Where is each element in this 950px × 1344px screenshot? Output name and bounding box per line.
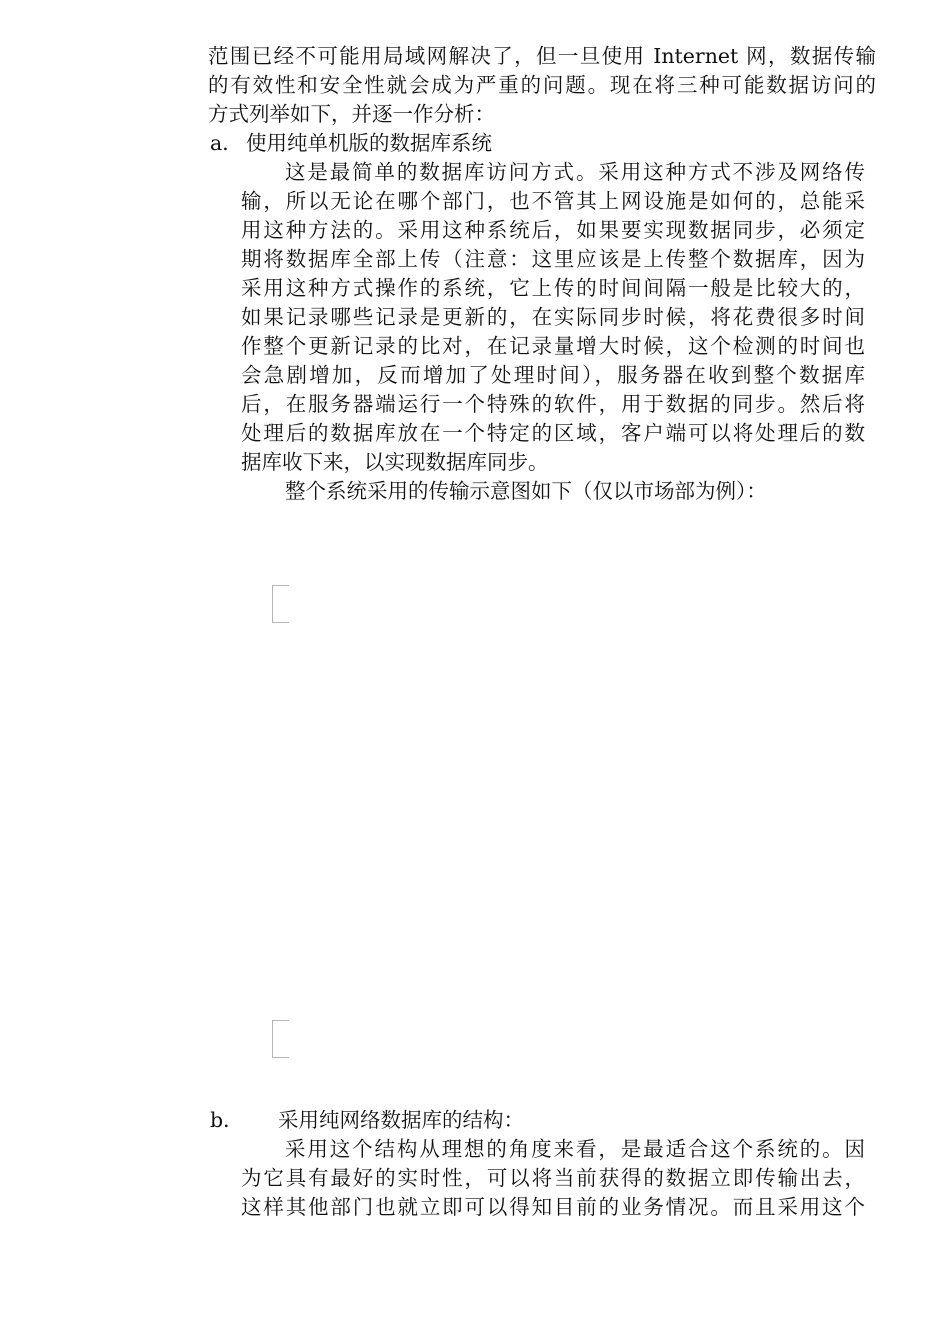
section-a-line-7: 作整个更新记录的比对，在记录量增大时候，这个检测的时间也 [241,334,865,358]
figure-caption [241,477,865,506]
section-b-title: 采用纯网络数据库的结构： [278,1108,524,1132]
section-a-paragraph [241,158,865,477]
section-b-paragraph [241,1135,865,1222]
section-a-title: 使用纯单机版的数据库系统 [246,131,492,155]
section-b-line-2: 为它具有最好的实时性，可以将当前获得的数据立即传输出去， [241,1166,865,1190]
section-a-line-5: 采用这种方式操作的系统，它上传的时间间隔一般是比较大的， [241,276,865,300]
section-b-line-3: 这样其他部门也就立即可以得知目前的业务情况。而且采用这个 [241,1195,865,1219]
intro-line-2: 的有效性和安全性就会成为严重的问题。现在将三种可能数据访问的 [208,73,876,97]
section-a-line-6: 如果记录哪些记录是更新的，在实际同步时候，将花费很多时间 [241,305,865,329]
section-a-line-2: 输，所以无论在哪个部门，也不管其上网设施是如何的，总能采 [241,189,865,213]
section-b-line-1: 采用这个结构从理想的角度来看，是最适合这个系统的。因 [285,1137,865,1161]
section-b-heading [210,1106,524,1135]
section-a-line-1: 这是最简单的数据库访问方式。采用这种方式不涉及网络传 [285,160,865,184]
section-a-line-3: 用这种方法的。采用这种系统后，如果要实现数据同步，必须定 [241,218,865,242]
figure-placeholder-top-bracket [272,585,289,623]
figure-caption-text: 整个系统采用的传输示意图如下（仅以市场部为例）： [285,479,767,503]
section-a-line-9: 后，在服务器端运行一个特殊的软件，用于数据的同步。然后将 [241,392,865,416]
section-a-heading [210,129,492,158]
section-a-line-8: 会急剧增加，反而增加了处理时间），服务器在收到整个数据库 [241,363,865,387]
intro-line-1: 范围已经不可能用局域网解决了，但一旦使用 Internet 网，数据传输 [208,44,876,68]
intro-paragraph [208,42,876,129]
section-a-line-4: 期将数据库全部上传（注意：这里应该是上传整个数据库，因为 [241,247,865,271]
intro-line-3: 方式列举如下，并逐一作分析： [208,102,495,126]
section-a-line-11: 据库收下来，以实现数据库同步。 [241,450,549,474]
section-a-line-10: 处理后的数据库放在一个特定的区域，客户端可以将处理后的数 [241,421,865,445]
section-a-marker: a． [210,131,243,155]
section-b-marker: b． [210,1108,244,1132]
figure-placeholder-bottom-bracket [272,1020,289,1058]
